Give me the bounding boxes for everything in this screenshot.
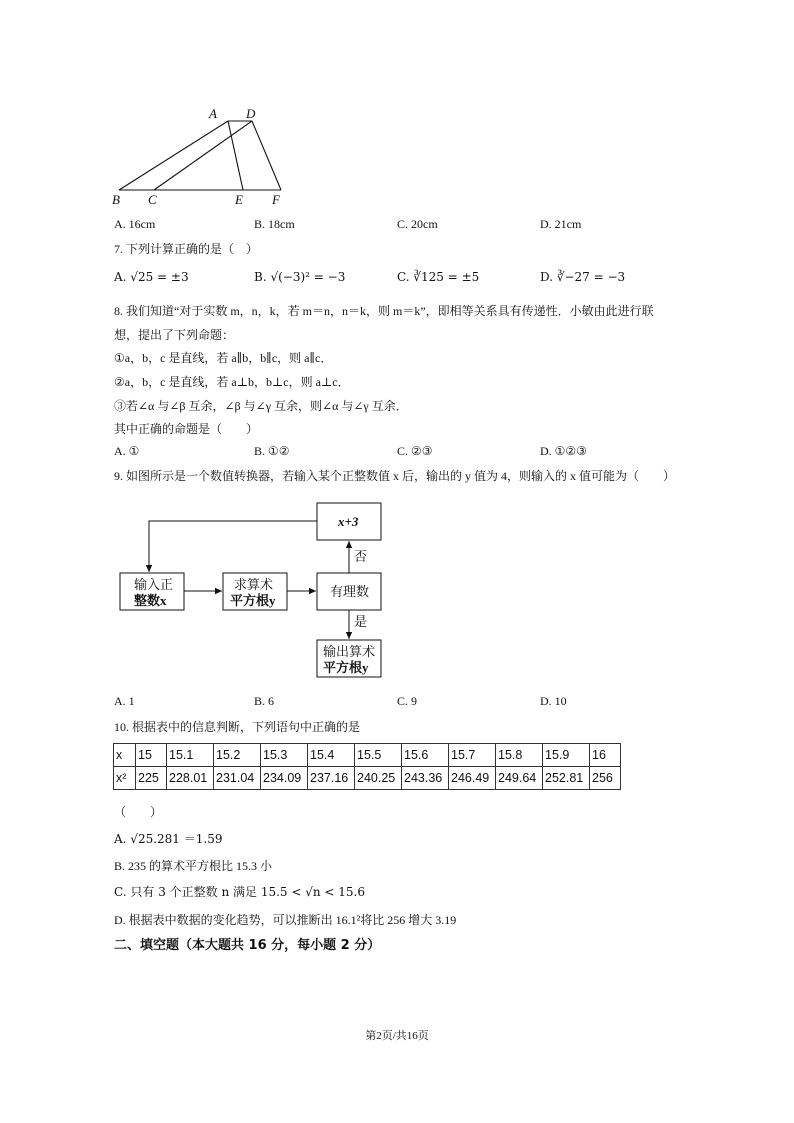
q9-option-b: B. 6 bbox=[254, 694, 275, 708]
flow-yes-label: 是 bbox=[354, 614, 368, 629]
table-cell: 15.9 bbox=[543, 744, 590, 767]
point-label-a: A bbox=[209, 106, 217, 121]
q8-proposition-2: ②a，b，c 是直线，若 a⊥b，b⊥c，则 a⊥c． bbox=[114, 375, 350, 389]
q7-stem: 7. 下列计算正确的是（ ） bbox=[114, 242, 259, 256]
table-cell: 15.4 bbox=[308, 744, 355, 767]
table-cell: 240.25 bbox=[355, 767, 402, 790]
table-row-x bbox=[114, 744, 621, 767]
q7-option-d: D. ∛−27 = −3 bbox=[540, 270, 626, 284]
table-cell: 15.5 bbox=[355, 744, 402, 767]
q9-option-a: A. 1 bbox=[114, 694, 135, 708]
q10-data-table bbox=[113, 743, 621, 790]
q10-option-d: D. 根据表中数据的变化趋势，可以推断出 16.1²将比 256 增大 3.19 bbox=[114, 913, 457, 927]
flow-input-line2: 整数x bbox=[134, 593, 167, 608]
q7-option-b: B. √(−3)² = −3 bbox=[254, 270, 346, 284]
section-heading-fill-in: 二、填空题（本大题共 16 分，每小题 2 分） bbox=[114, 938, 381, 953]
q8-stem-line2: 想，提出了下列命题： bbox=[114, 328, 235, 342]
flow-input-line1: 输入正 bbox=[134, 577, 174, 592]
table-cell: 234.09 bbox=[261, 767, 308, 790]
q6-option-c: C. 20cm bbox=[397, 217, 438, 231]
point-label-f: F bbox=[272, 192, 280, 207]
table-cell: 15 bbox=[136, 744, 167, 767]
flow-no-label: 否 bbox=[354, 549, 368, 564]
table-cell: 228.01 bbox=[167, 767, 214, 790]
q10-option-c: C. 只有 3 个正整数 n 满足 15.5 < √n < 15.6 bbox=[114, 885, 365, 899]
q9-option-d: D. 10 bbox=[540, 694, 567, 708]
point-label-e: E bbox=[235, 192, 243, 207]
q7-option-a: A. √25 = ±3 bbox=[114, 270, 189, 284]
flow-sqrt-line2: 平方根y bbox=[230, 593, 276, 608]
q9-stem: 9. 如图所示是一个数值转换器，若输入某个正整数值 x 后，输出的 y 值为 4，则输入的 x 值可能为（ ） bbox=[114, 469, 676, 483]
q6-option-a: A. 16cm bbox=[114, 217, 156, 231]
q8-stem-line1: 8. 我们知道“对于实数 m，n，k，若 m＝n，n＝k，则 m＝k”，即相等关系具有传递性．小敏由此进行联 bbox=[114, 304, 654, 318]
q6-option-d: D. 21cm bbox=[540, 217, 582, 231]
table-header-x: x bbox=[114, 744, 136, 767]
table-cell: 15.3 bbox=[261, 744, 308, 767]
table-cell: 256 bbox=[590, 767, 621, 790]
q10-stem: 10. 根据表中的信息判断，下列语句中正确的是 bbox=[114, 720, 361, 734]
table-cell: 15.8 bbox=[496, 744, 543, 767]
table-cell: 246.49 bbox=[449, 767, 496, 790]
table-cell: 243.36 bbox=[402, 767, 449, 790]
table-cell: 16 bbox=[590, 744, 621, 767]
point-label-d: D bbox=[246, 106, 256, 121]
q10-answer-paren: （ ） bbox=[114, 805, 163, 819]
flow-output-line2: 平方根y bbox=[323, 660, 369, 675]
flow-rational-label: 有理数 bbox=[330, 584, 370, 599]
q7-option-c: C. ∛125 = ±5 bbox=[397, 270, 480, 284]
table-cell: 225 bbox=[136, 767, 167, 790]
q8-option-d: D. ①②③ bbox=[540, 444, 587, 458]
q6-option-b: B. 18cm bbox=[254, 217, 295, 231]
flow-sqrt-line1: 求算术 bbox=[234, 577, 274, 592]
q8-proposition-3: ③若∠α 与∠β 互余，∠β 与∠γ 互余，则∠α 与∠γ 互余． bbox=[114, 399, 408, 413]
point-label-c: C bbox=[148, 192, 157, 207]
table-row-x-squared bbox=[114, 767, 621, 790]
table-header-x-squared: x² bbox=[114, 767, 136, 790]
table-cell: 252.81 bbox=[543, 767, 590, 790]
q8-option-b: B. ①② bbox=[254, 444, 290, 458]
table-cell: 15.6 bbox=[402, 744, 449, 767]
q8-proposition-1: ①a，b，c 是直线，若 a∥b，b∥c，则 a∥c． bbox=[114, 351, 333, 365]
table-cell: 237.16 bbox=[308, 767, 355, 790]
q10-option-a: A. √25.281 ＝1.59 bbox=[114, 832, 223, 846]
q9-option-c: C. 9 bbox=[397, 694, 418, 708]
q8-question: 其中正确的命题是（ ） bbox=[114, 422, 259, 436]
table-cell: 15.7 bbox=[449, 744, 496, 767]
table-cell: 15.1 bbox=[167, 744, 214, 767]
q10-option-b: B. 235 的算术平方根比 15.3 小 bbox=[114, 859, 273, 873]
q8-option-c: C. ②③ bbox=[397, 444, 433, 458]
table-cell: 15.2 bbox=[214, 744, 261, 767]
flow-add-label: x+3 bbox=[338, 514, 359, 529]
page-footer: 第2页/共16页 bbox=[365, 1030, 429, 1042]
q8-option-a: A. ① bbox=[114, 444, 140, 458]
table-cell: 249.64 bbox=[496, 767, 543, 790]
table-cell: 231.04 bbox=[214, 767, 261, 790]
flow-output-line1: 输出算术 bbox=[323, 644, 376, 659]
point-label-b: B bbox=[112, 192, 120, 207]
